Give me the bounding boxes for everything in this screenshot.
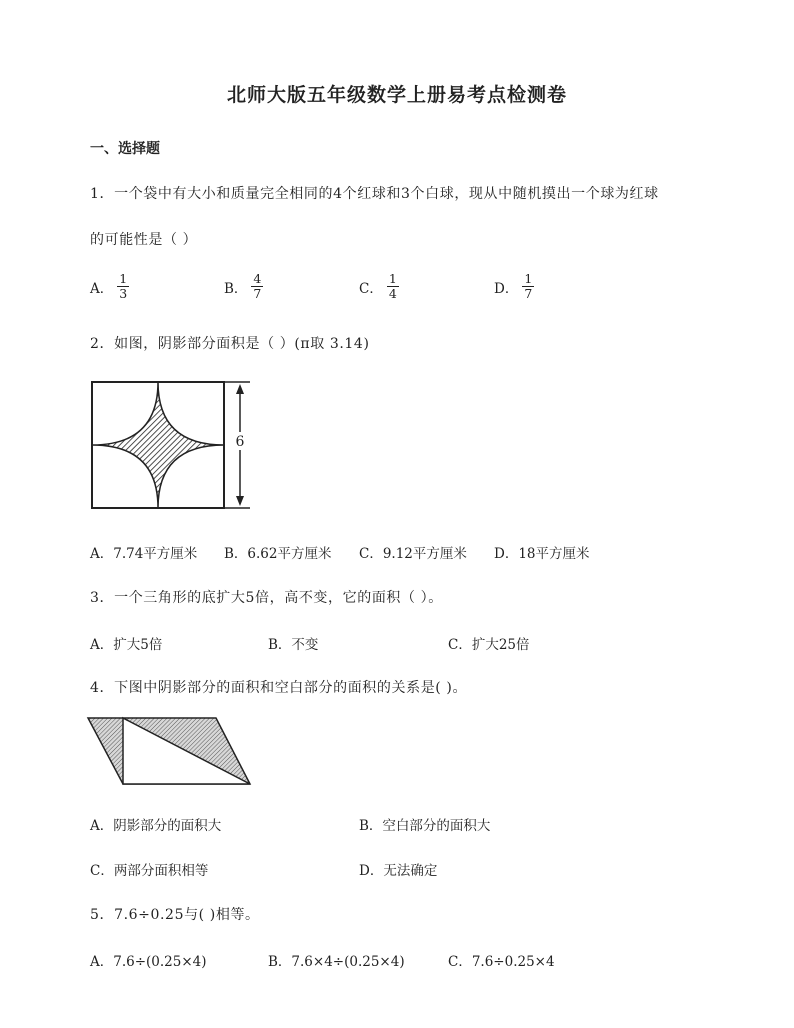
option-label: B． xyxy=(224,280,248,297)
numerator: 1 xyxy=(119,271,128,286)
q3-option-c[interactable]: C．扩大25倍 xyxy=(448,637,530,653)
q1-option-b[interactable] xyxy=(224,272,263,301)
q5-option-c[interactable]: C．7.6÷0.25×4 xyxy=(448,954,555,970)
q3-option-a[interactable]: A．扩大5倍 xyxy=(90,637,163,653)
numerator: 1 xyxy=(388,271,397,286)
q1-option-a[interactable] xyxy=(90,272,129,301)
page-title: 北师大版五年级数学上册易考点检测卷 xyxy=(226,84,567,106)
question-3-text: 3．一个三角形的底扩大5倍，高不变，它的面积（ ）。 xyxy=(90,590,443,606)
denominator: 7 xyxy=(253,286,262,301)
question-5-text: 5．7.6÷0.25与( )相等。 xyxy=(90,907,260,923)
fraction xyxy=(117,272,129,301)
option-label: C． xyxy=(359,280,383,297)
numerator: 1 xyxy=(524,271,533,286)
denominator: 7 xyxy=(524,286,533,301)
question-1-line-1: 1．一个袋中有大小和质量完全相同的4个红球和3个白球，现从中随机摸出一个球为红球 xyxy=(90,186,659,202)
q4-option-c[interactable]: C．两部分面积相等 xyxy=(90,863,209,879)
q2-option-a[interactable]: A．7.74平方厘米 xyxy=(90,546,198,562)
denominator: 3 xyxy=(119,286,128,301)
numerator: 4 xyxy=(253,271,262,286)
fraction xyxy=(251,272,263,301)
question-2-text: 2．如图，阴影部分面积是（ ）(π取 3.14) xyxy=(90,336,370,352)
question-1-line-2: 的可能性是（ ） xyxy=(90,232,198,248)
q5-option-b[interactable]: B．7.6×4÷(0.25×4) xyxy=(268,954,405,970)
dimension-label: 6 xyxy=(235,434,245,450)
denominator: 4 xyxy=(388,286,397,301)
option-label: A． xyxy=(90,280,114,297)
q5-option-a[interactable]: A．7.6÷(0.25×4) xyxy=(90,954,207,970)
option-label: D． xyxy=(494,280,519,297)
q1-option-c[interactable] xyxy=(359,272,399,301)
q2-option-c[interactable]: C．9.12平方厘米 xyxy=(359,546,467,562)
q4-option-b[interactable]: B．空白部分的面积大 xyxy=(359,818,491,834)
fraction xyxy=(387,272,399,301)
question-4-text: 4．下图中阴影部分的面积和空白部分的面积的关系是( )。 xyxy=(90,680,468,696)
q2-figure xyxy=(90,378,265,513)
q4-figure xyxy=(86,714,256,788)
q4-option-d[interactable]: D．无法确定 xyxy=(359,863,438,879)
q2-option-b[interactable]: B．6.62平方厘米 xyxy=(224,546,332,562)
fraction xyxy=(522,272,534,301)
q3-option-b[interactable]: B．不变 xyxy=(268,637,319,653)
q1-option-d[interactable] xyxy=(494,272,534,301)
q2-option-d[interactable]: D．18平方厘米 xyxy=(494,546,590,562)
q4-option-a[interactable]: A．阴影部分的面积大 xyxy=(90,818,222,834)
section-heading: 一、选择题 xyxy=(90,141,160,157)
